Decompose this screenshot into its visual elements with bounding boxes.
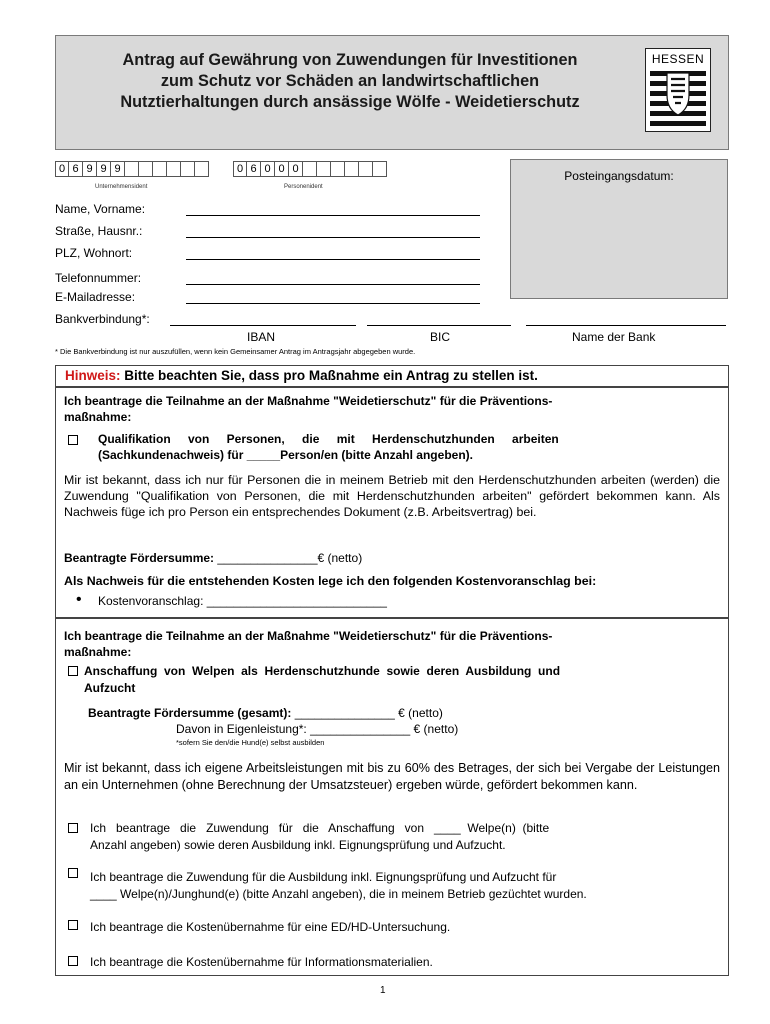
section1-paragraph: Mir ist bekannt, dass ich nur für Personen die in meinem Betrieb mit den Herdenschutzhunden arbeiten (werden) die Zuwendung "Qualifikation von Personen, die mit Herdenschutzhunden arbeiten" gefördert bekommen kann. Als Nachweis füge ich pro Person ein entsprechendes Dokument (z.B. Arbeitsvertrag) bei. bbox=[64, 473, 720, 519]
qualifikation-option-1: Qualifikation von Personen, die mit Herdenschutzhunden arbeiten bbox=[98, 432, 559, 446]
id-digit bbox=[139, 161, 153, 177]
own-sum-row bbox=[176, 721, 458, 737]
own-note: *sofern Sie den/die Hund(e) selbst ausbilden bbox=[176, 738, 325, 747]
total-label: Beantragte Fördersumme (gesamt): bbox=[88, 706, 292, 720]
unternehmensident-field[interactable] bbox=[55, 161, 209, 177]
sum-blank[interactable]: _______________ bbox=[214, 551, 318, 565]
id-digit bbox=[167, 161, 181, 177]
logo-text: HESSEN bbox=[651, 52, 705, 66]
infomaterial-checkbox[interactable] bbox=[68, 956, 78, 966]
bank-footnote: * Die Bankverbindung ist nur auszufüllen, wenn kein Gemeinsamer Antrag im Antragsjahr abgegeben wurde. bbox=[55, 347, 416, 356]
proof-heading: Als Nachweis für die entstehenden Kosten lege ich den folgenden Kostenvoranschlag bei: bbox=[64, 574, 597, 588]
bankname-label: Name der Bank bbox=[572, 330, 656, 344]
email-label: E-Mailadresse: bbox=[55, 290, 136, 304]
id-digit bbox=[331, 161, 345, 177]
welpen-option-1: Anschaffung von Welpen als Herdenschutzhunde sowie deren Ausbildung und bbox=[84, 664, 561, 678]
section2-heading-2: maßnahme: bbox=[64, 645, 132, 659]
id-digit bbox=[125, 161, 139, 177]
title-line-1: Antrag auf Gewährung von Zuwendungen für Investitionen bbox=[122, 51, 578, 69]
total-blank[interactable]: _______________ bbox=[291, 706, 399, 720]
id-digit: 0 bbox=[289, 161, 303, 177]
welpen-checkbox[interactable] bbox=[68, 666, 78, 676]
qualifikation-option-2: (Sachkundenachweis) für _____Person/en (bitte Anzahl angeben). bbox=[98, 448, 473, 462]
telefon-label: Telefonnummer: bbox=[55, 271, 142, 285]
personenident-label: Personenident bbox=[284, 184, 323, 190]
posteingang-label: Posteingangsdatum: bbox=[564, 169, 674, 183]
id-digit: 0 bbox=[261, 161, 275, 177]
infomaterial-label: Ich beantrage die Kostenübernahme für Informationsmaterialien. bbox=[90, 955, 433, 969]
bic-input[interactable] bbox=[367, 325, 511, 326]
id-digit bbox=[345, 161, 359, 177]
bank-label: Bankverbindung*: bbox=[55, 312, 150, 326]
strasse-input[interactable] bbox=[186, 237, 480, 238]
edhd-label: Ich beantrage die Kostenübernahme für eine ED/HD-Untersuchung. bbox=[90, 920, 451, 934]
page-number: 1 bbox=[380, 985, 386, 996]
own-blank[interactable]: _______________ bbox=[306, 722, 414, 736]
id-digit: 9 bbox=[111, 161, 125, 177]
kostenvoranschlag-field[interactable]: Kostenvoranschlag: ___________________________ bbox=[98, 594, 387, 608]
welpen-option-2: Aufzucht bbox=[84, 681, 136, 695]
id-digit bbox=[373, 161, 387, 177]
bankname-input[interactable] bbox=[526, 325, 726, 326]
sum-label: Beantragte Fördersumme: bbox=[64, 551, 215, 565]
qualifikation-checkbox[interactable] bbox=[68, 435, 78, 445]
telefon-input[interactable] bbox=[186, 284, 480, 285]
ausbildung-label-1: Ich beantrage die Zuwendung für die Ausbildung inkl. Eignungsprüfung und Aufzucht für bbox=[90, 870, 557, 884]
id-digit: 6 bbox=[69, 161, 83, 177]
ausbildung-label-2: ____ Welpe(n)/Junghund(e) (bitte Anzahl angeben), die in meinem Betrieb gezüchtet wurden. bbox=[90, 887, 587, 901]
personenident-field[interactable] bbox=[233, 161, 387, 177]
anschaffung-label-2: Anzahl angeben) sowie deren Ausbildung inkl. Eignungsprüfung und Aufzucht. bbox=[90, 838, 506, 852]
title-line-2: zum Schutz vor Schäden an landwirtschaftlichen bbox=[160, 72, 540, 90]
own-suffix: € (netto) bbox=[413, 722, 459, 736]
id-digit: 0 bbox=[275, 161, 289, 177]
name-input[interactable] bbox=[186, 215, 480, 216]
own-label: Davon in Eigenleistung*: bbox=[176, 722, 307, 736]
strasse-label: Straße, Hausnr.: bbox=[55, 224, 143, 238]
hint-prefix: Hinweis: bbox=[65, 368, 121, 383]
id-digit bbox=[303, 161, 317, 177]
plz-input[interactable] bbox=[186, 259, 480, 260]
id-digit: 6 bbox=[247, 161, 261, 177]
total-suffix: € (netto) bbox=[398, 706, 443, 720]
plz-label: PLZ, Wohnort: bbox=[55, 246, 133, 260]
section2-heading-1: Ich beantrage die Teilnahme an der Maßnahme "Weidetierschutz" für die Präventions- bbox=[64, 629, 553, 643]
id-digit: 9 bbox=[83, 161, 97, 177]
bic-label: BIC bbox=[430, 330, 451, 344]
id-digit bbox=[359, 161, 373, 177]
form-title bbox=[70, 50, 630, 113]
id-digit bbox=[181, 161, 195, 177]
name-label: Name, Vorname: bbox=[55, 202, 146, 216]
section1-heading-1: Ich beantrage die Teilnahme an der Maßnahme "Weidetierschutz" für die Präventions- bbox=[64, 394, 553, 408]
iban-input[interactable] bbox=[170, 325, 356, 326]
id-digit bbox=[153, 161, 167, 177]
sum-suffix: € (netto) bbox=[317, 551, 363, 565]
hint-message: Bitte beachten Sie, dass pro Maßnahme ein Antrag zu stellen ist. bbox=[120, 368, 538, 383]
ausbildung-checkbox[interactable] bbox=[68, 868, 78, 878]
id-digit bbox=[317, 161, 331, 177]
bullet-icon: • bbox=[76, 591, 82, 608]
total-sum-row bbox=[88, 705, 443, 721]
anschaffung-checkbox[interactable] bbox=[68, 823, 78, 833]
edhd-checkbox[interactable] bbox=[68, 920, 78, 930]
id-digit: 0 bbox=[55, 161, 69, 177]
id-digit: 9 bbox=[97, 161, 111, 177]
section1-heading-2: maßnahme: bbox=[64, 410, 132, 424]
id-digit bbox=[195, 161, 209, 177]
email-input[interactable] bbox=[186, 303, 480, 304]
section2-paragraph: Mir ist bekannt, dass ich eigene Arbeitsleistungen mit bis zu 60% des Betrages, der sich bei Vergabe der Leistungen an ein Unternehmen (ohne Berechnung der Umsatzsteuer) ergeben würde, gefördert bekommen kann. bbox=[64, 761, 720, 792]
unternehmensident-label: Unternehmensident bbox=[95, 184, 148, 190]
iban-label: IBAN bbox=[247, 330, 276, 344]
anschaffung-label-1: Ich beantrage die Zuwendung für die Anschaffung von ____ Welpe(n) (bitte bbox=[90, 821, 550, 835]
id-digit: 0 bbox=[233, 161, 247, 177]
section1-sum bbox=[64, 550, 362, 566]
hint-text bbox=[65, 368, 538, 383]
title-line-3: Nutztierhaltungen durch ansässige Wölfe - Weidetierschutz bbox=[120, 93, 580, 111]
